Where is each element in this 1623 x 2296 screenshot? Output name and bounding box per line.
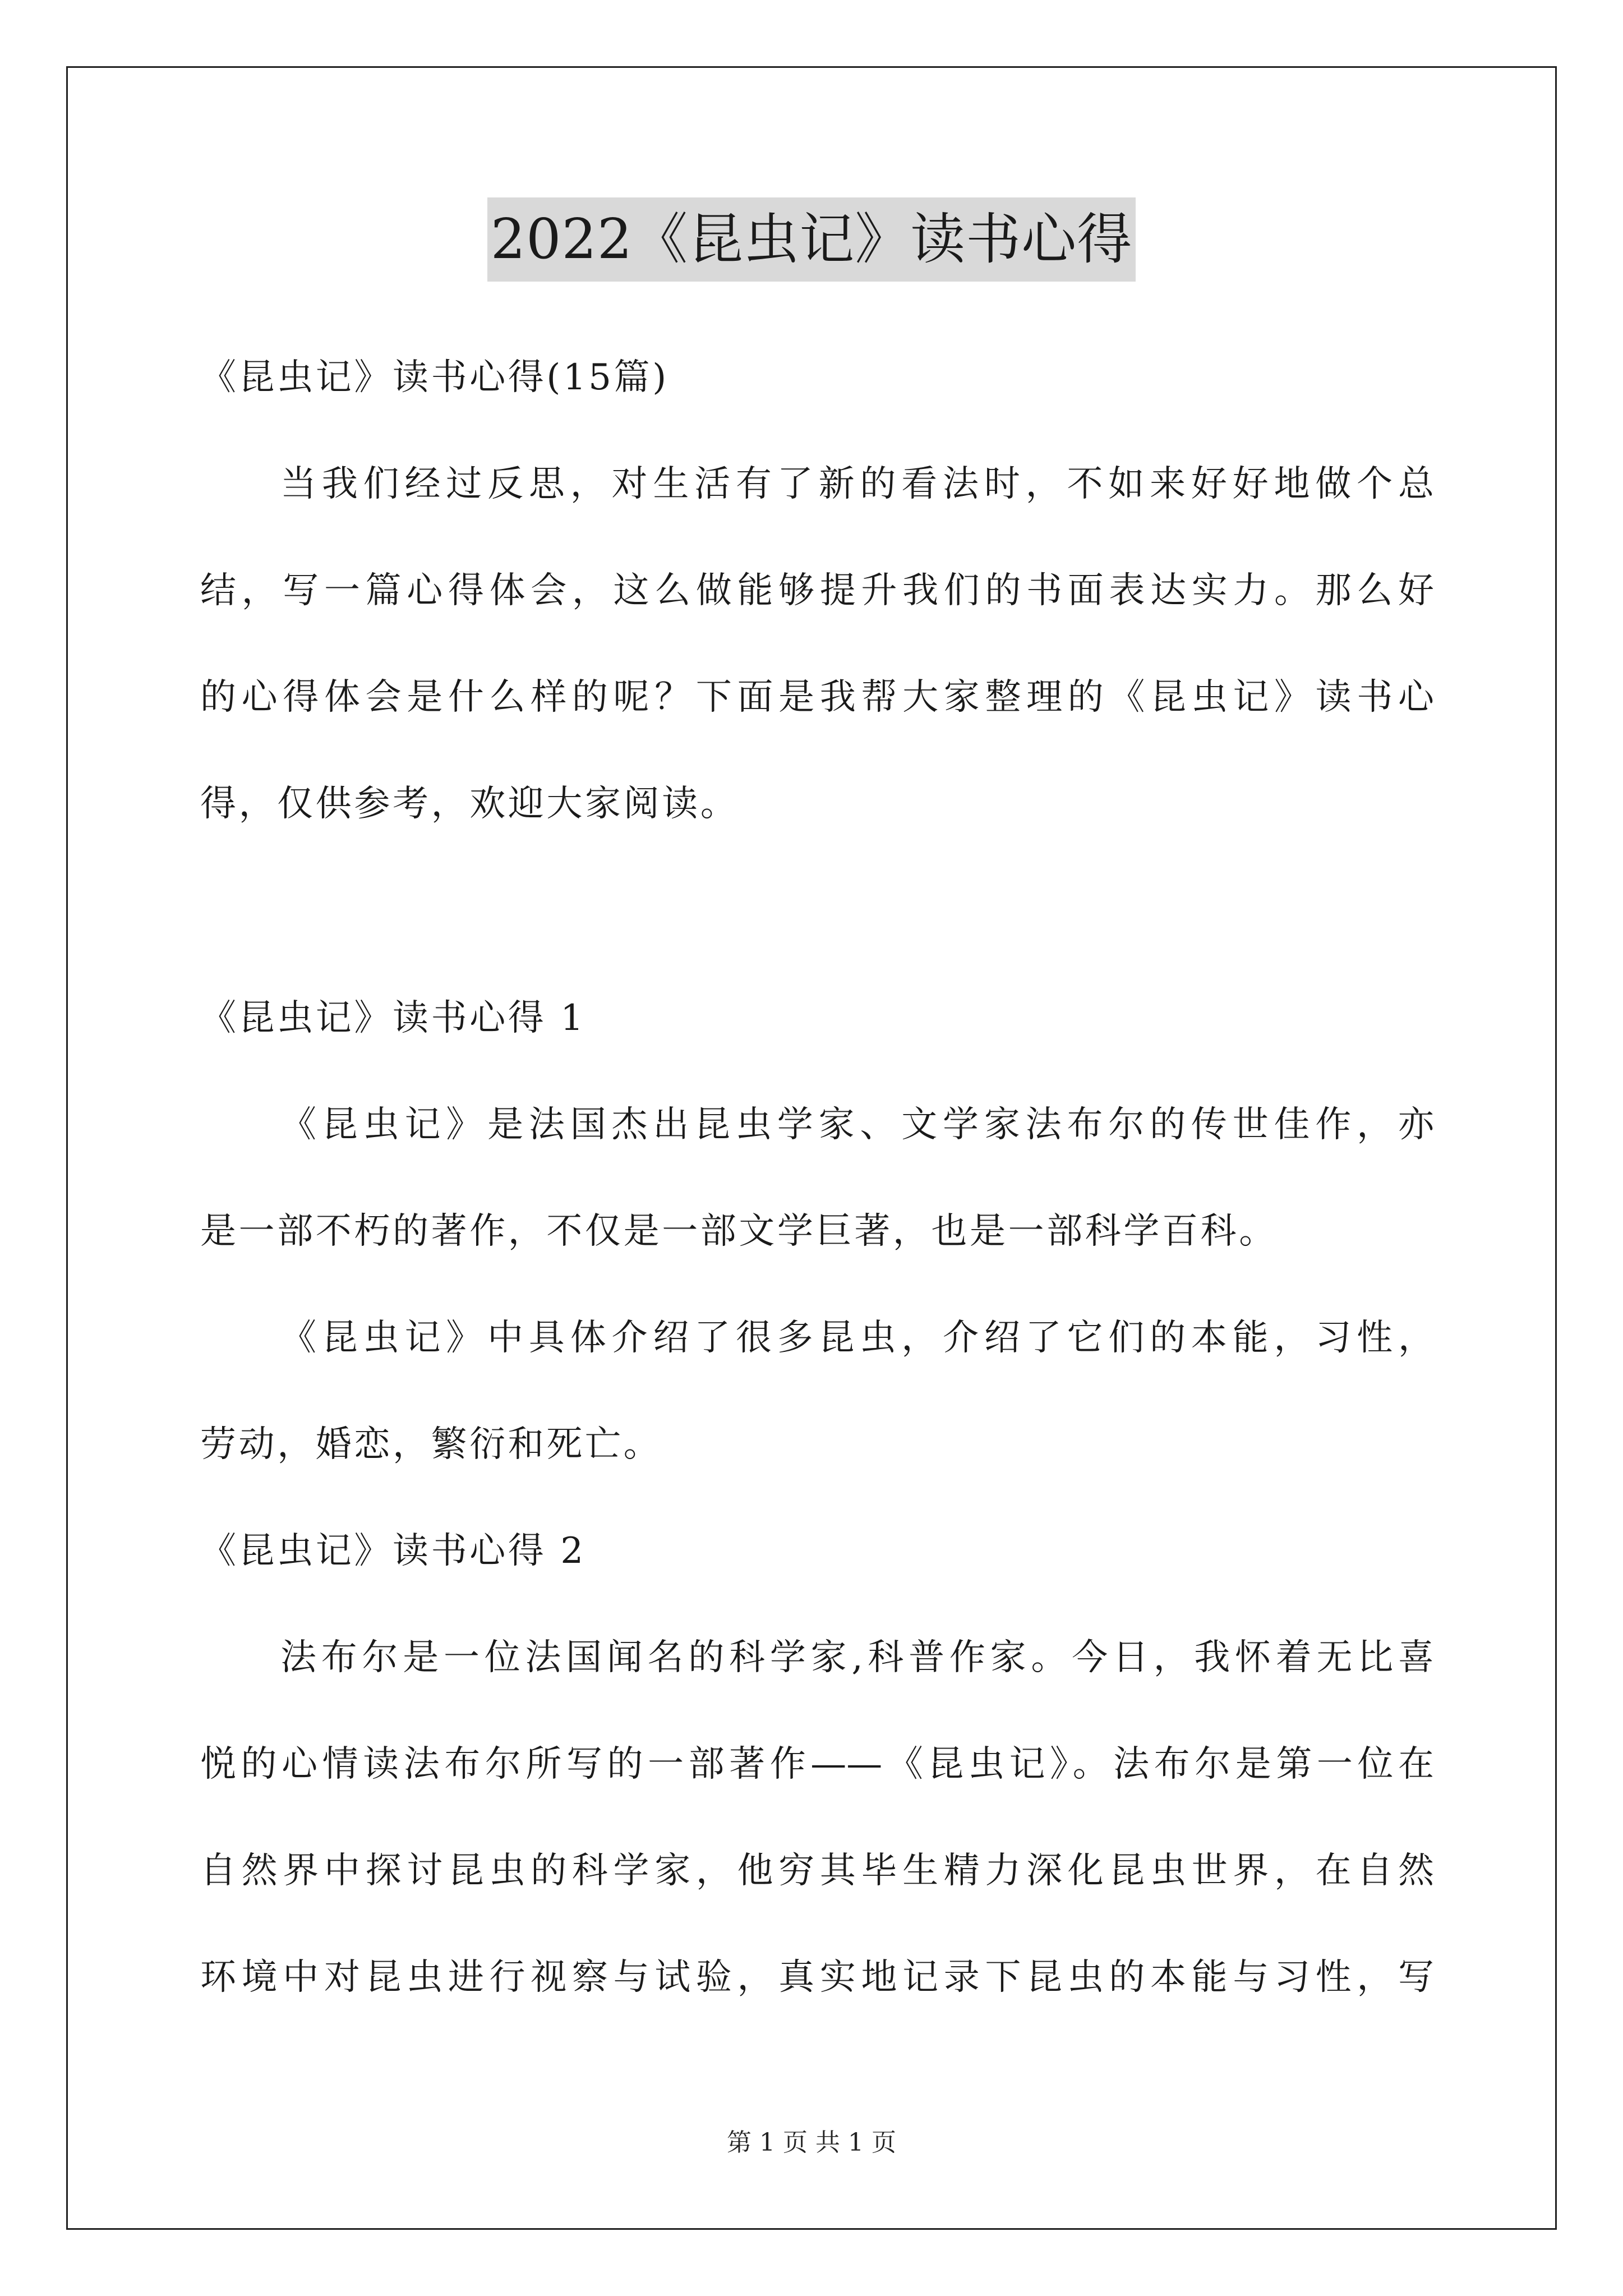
page-footer: 第 1 页 共 1 页 [727,2128,896,2157]
section1-para1-line-1: 《昆虫记》是法国杰出昆虫学家、文学家法布尔的传世佳作，亦 [280,1104,1434,1145]
section1-para2-line-2: 劳动，婚恋，繁衍和死亡。 [200,1424,662,1465]
intro-line-2: 结，写一篇心得体会，这么做能够提升我们的书面表达实力。那么好 [200,570,1434,611]
section1-para1-line-2: 是一部不朽的著作，不仅是一部文学巨著，也是一部科学百科。 [200,1211,1278,1252]
intro-line-1: 当我们经过反思，对生活有了新的看法时，不如来好好地做个总 [280,463,1434,505]
subtitle: 《昆虫记》读书心得(15篇) [200,357,669,398]
section2-para1-line-1: 法布尔是一位法国闻名的科学家,科普作家。今日，我怀着无比喜 [280,1637,1434,1678]
section2-para1-line-3: 自然界中探讨昆虫的科学家，他穷其毕生精力深化昆虫世界，在自然 [200,1850,1434,1892]
section1-para2-line-1: 《昆虫记》中具体介绍了很多昆虫，介绍了它们的本能，习性， [280,1317,1434,1359]
section2-para1-line-2: 悦的心情读法布尔所写的一部著作——《昆虫记》。法布尔是第一位在 [200,1743,1434,1785]
intro-line-3: 的心得体会是什么样的呢？下面是我帮大家整理的《昆虫记》读书心 [200,677,1434,718]
intro-line-4: 得，仅供参考，欢迎大家阅读。 [200,783,739,825]
title-container [0,197,1623,282]
section1-heading: 《昆虫记》读书心得 1 [200,997,586,1039]
document-title: 2022《昆虫记》读书心得 [487,197,1136,282]
section2-para1-line-4: 环境中对昆虫进行视察与试验，真实地记录下昆虫的本能与习性，写 [200,1957,1434,1998]
section2-heading: 《昆虫记》读书心得 2 [200,1530,586,1572]
